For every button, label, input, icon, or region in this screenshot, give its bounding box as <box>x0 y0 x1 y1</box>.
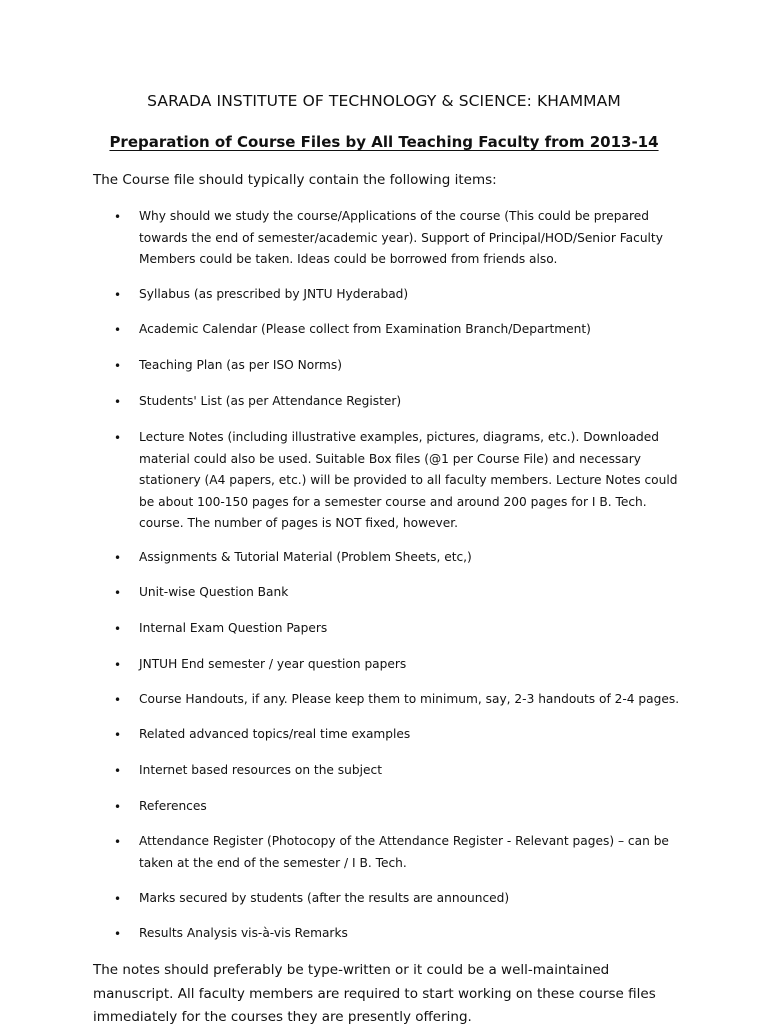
bullet-icon: • <box>114 728 122 742</box>
list-item-text: Internal Exam Question Papers <box>139 621 328 635</box>
institute-title: SARADA INSTITUTE OF TECHNOLOGY & SCIENCE: KHAMMAM <box>147 92 621 110</box>
bullet-icon: • <box>114 800 122 814</box>
bullet-icon: • <box>114 288 122 302</box>
intro-text: The Course file should typically contain the following items: <box>93 172 497 188</box>
list-item-text: Academic Calendar (Please collect from Examination Branch/Department) <box>139 322 591 336</box>
list-item-text: Related advanced topics/real time examples <box>139 727 411 741</box>
list-item-text: Marks secured by students (after the results are announced) <box>139 891 510 905</box>
list-item-text: Lecture Notes (including illustrative examples, pictures, diagrams, etc.). Downloaded material could also be used. Suitable Box files (@1 per Course File) and necessary stationery (A4 papers, etc.) will be provided to all faculty members. Lecture Notes could be about 100-150 pages for a semester course and around 200 pages for I B. Tech. course. The number of pages is NOT fixed, however. <box>139 430 678 531</box>
bullet-icon: • <box>114 210 122 224</box>
list-item-text: References <box>139 799 207 813</box>
bullet-icon: • <box>114 764 122 778</box>
bullet-icon: • <box>114 658 122 672</box>
list-item-text: Unit-wise Question Bank <box>139 585 289 599</box>
bullet-icon: • <box>114 927 122 941</box>
document-heading: Preparation of Course Files by All Teaching Faculty from 2013-14 <box>109 133 659 151</box>
list-item-text: Results Analysis vis-à-vis Remarks <box>139 926 348 940</box>
bullet-icon: • <box>114 586 122 600</box>
bullet-icon: • <box>114 693 122 707</box>
list-item-text: Syllabus (as prescribed by JNTU Hyderabad) <box>139 287 409 301</box>
bullet-icon: • <box>114 359 122 373</box>
bullet-icon: • <box>114 323 122 337</box>
bullet-icon: • <box>114 622 122 636</box>
bullet-icon: • <box>114 395 122 409</box>
bullet-icon: • <box>114 835 122 849</box>
list-item-text: Assignments & Tutorial Material (Problem Sheets, etc,) <box>139 550 472 564</box>
list-item-text: Course Handouts, if any. Please keep them to minimum, say, 2-3 handouts of 2-4 pages. <box>139 692 680 706</box>
closing-paragraph: The notes should preferably be type-written or it could be a well-maintained manuscript. All faculty members are required to start working on these course files immediately for the courses they are presently offering. <box>93 962 656 1025</box>
list-item-text: JNTUH End semester / year question papers <box>139 657 407 671</box>
list-item-text: Why should we study the course/Applications of the course (This could be prepared towards the end of semester/academic year). Support of Principal/HOD/Senior Faculty Members could be taken. Ideas could be borrowed from friends also. <box>139 209 663 267</box>
list-item-text: Internet based resources on the subject <box>139 763 382 777</box>
list-item-text: Teaching Plan (as per ISO Norms) <box>139 358 342 372</box>
bullet-icon: • <box>114 551 122 565</box>
list-item-text: Attendance Register (Photocopy of the Attendance Register - Relevant pages) – can be taken at the end of the semester / I B. Tech. <box>139 834 669 870</box>
list-item-text: Students' List (as per Attendance Register) <box>139 394 402 408</box>
bullet-icon: • <box>114 892 122 906</box>
bullet-icon: • <box>114 431 122 445</box>
